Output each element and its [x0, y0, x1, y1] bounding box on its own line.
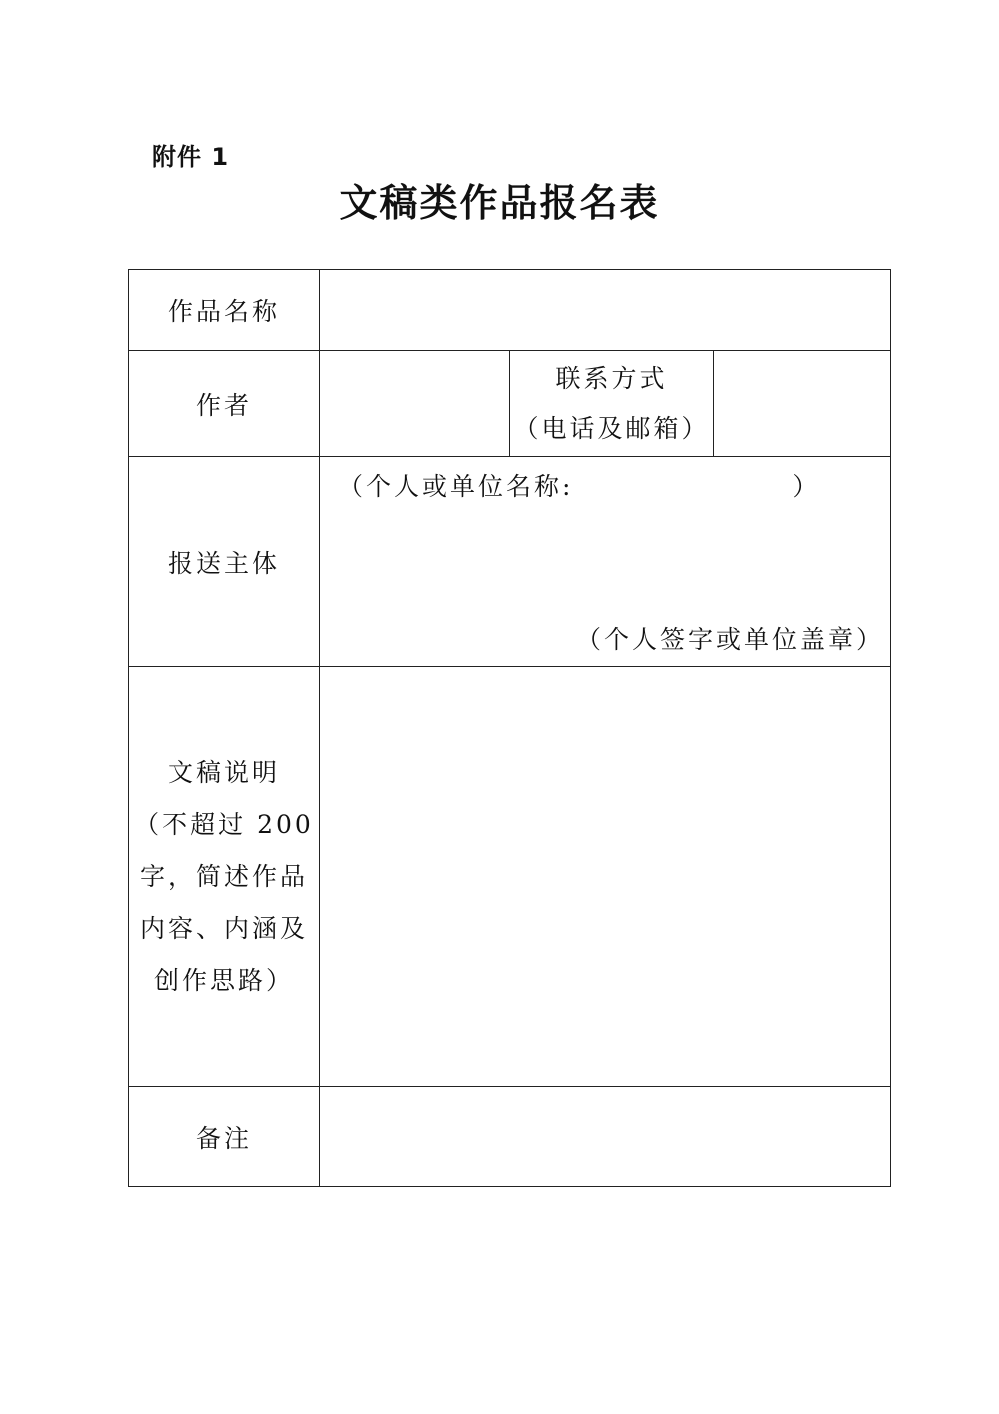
- description-label-line: 内容、内涵及: [139, 913, 308, 943]
- submitter-label: 报送主体: [129, 457, 320, 667]
- author-field[interactable]: [320, 351, 510, 457]
- description-label: [129, 667, 320, 1087]
- contact-label: [510, 351, 714, 457]
- contact-label-line2: （电话及邮箱）: [513, 413, 710, 443]
- remarks-field[interactable]: [320, 1087, 891, 1187]
- submitter-sign-hint: （个人签字或单位盖章）: [576, 625, 885, 654]
- description-label-line: 文稿说明: [167, 757, 280, 787]
- work-name-field[interactable]: [320, 270, 891, 351]
- author-label: 作者: [129, 351, 320, 457]
- registration-form-table: [128, 269, 891, 1187]
- attachment-label: 附件 1: [152, 143, 230, 171]
- row-submitter: [129, 457, 891, 667]
- contact-field[interactable]: [714, 351, 891, 457]
- description-label-line: 字，简述作品: [139, 861, 308, 891]
- description-label-line: 创作思路）: [153, 965, 294, 995]
- remarks-label: 备注: [129, 1087, 320, 1187]
- description-label-line: （不超过 200: [134, 809, 314, 839]
- work-name-label: 作品名称: [129, 270, 320, 351]
- submitter-name-hint: （个人或单位名称: ）: [338, 472, 821, 501]
- row-author: [129, 351, 891, 457]
- row-work-name: [129, 270, 891, 351]
- row-remarks: [129, 1087, 891, 1187]
- row-description: [129, 667, 891, 1087]
- contact-label-line1: 联系方式: [555, 363, 668, 393]
- form-title: 文稿类作品报名表: [339, 180, 660, 225]
- description-field[interactable]: [320, 667, 891, 1087]
- submitter-field[interactable]: [320, 457, 891, 667]
